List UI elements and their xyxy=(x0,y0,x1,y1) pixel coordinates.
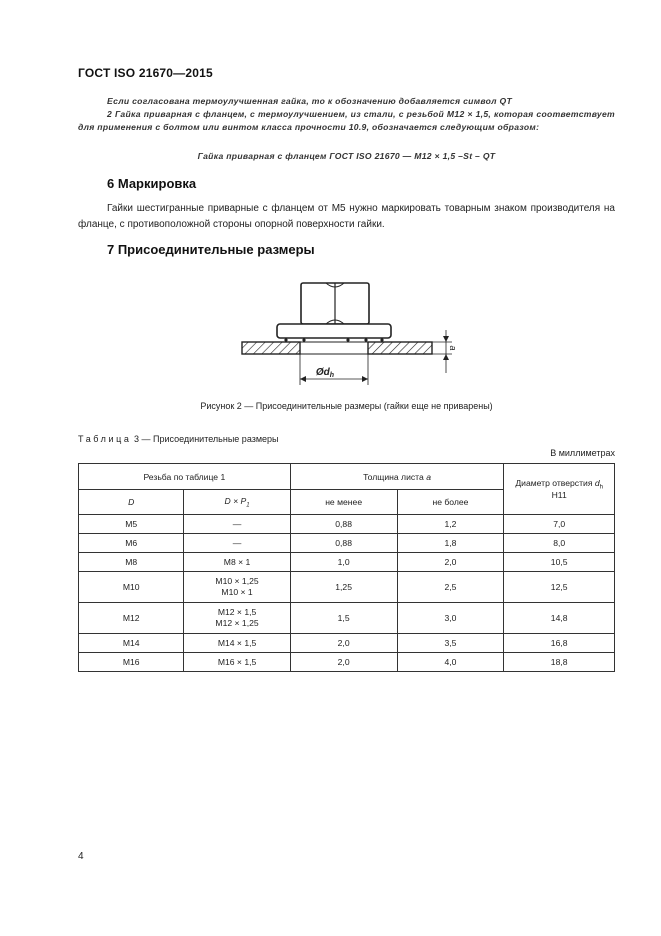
cell-d: M16 xyxy=(79,653,184,672)
cell-max: 3,5 xyxy=(397,634,504,653)
cell-dh: 8,0 xyxy=(504,534,615,553)
header-max: не более xyxy=(397,490,504,515)
cell-dh: 18,8 xyxy=(504,653,615,672)
document-header: ГОСТ ISO 21670—2015 xyxy=(78,66,213,80)
cell-max: 2,5 xyxy=(397,572,504,603)
note-2: 2 Гайка приварная с фланцем, с термоулучшением, из стали, с резьбой M12 × 1,5, которая соответствует для применения с болтом или винтом класса прочности 10.9, обозначается следующим образом: xyxy=(78,109,615,132)
cell-dp: M16 × 1,5 xyxy=(184,653,290,672)
sheet-plate xyxy=(242,342,432,354)
cell-min: 0,88 xyxy=(290,515,397,534)
figure-caption: Рисунок 2 — Присоединительные размеры (гайки еще не приварены) xyxy=(200,401,493,411)
nut-flange xyxy=(277,324,391,342)
cell-max: 1,8 xyxy=(397,534,504,553)
cell-min: 2,0 xyxy=(290,653,397,672)
header-hole-diameter: Диаметр отверстия $d_h$ H11 xyxy=(504,464,615,515)
cell-dh: 10,5 xyxy=(504,553,615,572)
connection-dimensions-figure xyxy=(230,275,460,395)
table-row xyxy=(79,515,615,534)
cell-d: M5 xyxy=(79,515,184,534)
cell-d: M10 xyxy=(79,572,184,603)
note-1: Если согласована термоулучшенная гайка, то к обозначению добавляется символ QT xyxy=(107,96,513,106)
cell-dh: 7,0 xyxy=(504,515,615,534)
table-row xyxy=(79,534,615,553)
cell-dh: 14,8 xyxy=(504,603,615,634)
cell-dh: 12,5 xyxy=(504,572,615,603)
thickness-dimension xyxy=(432,330,458,373)
designation-example: Гайка приварная с фланцем ГОСТ ISO 21670 — M12 × 1,5 –St – QT xyxy=(197,151,496,161)
cell-min: 1,0 xyxy=(290,553,397,572)
connection-dimensions-table xyxy=(78,463,615,672)
page-number: 4 xyxy=(78,851,84,862)
header-d-x-p: $D \times P_1$ xyxy=(184,490,290,515)
header-d: D xyxy=(79,490,184,515)
table-row xyxy=(79,572,615,603)
cell-max: 1,2 xyxy=(397,515,504,534)
cell-d: M12 xyxy=(79,603,184,634)
cell-dp: M14 × 1,5 xyxy=(184,634,290,653)
section-6-heading: 6 Маркировка xyxy=(107,176,197,191)
table-row xyxy=(79,653,615,672)
header-thickness-group: Толщина листа a xyxy=(290,464,504,490)
cell-dp: M8 × 1 xyxy=(184,553,290,572)
cell-min: 1,5 xyxy=(290,603,397,634)
cell-dp: — xyxy=(184,515,290,534)
cell-dp: M10 × 1,25 M10 × 1 xyxy=(184,572,290,603)
cell-max: 4,0 xyxy=(397,653,504,672)
diameter-label: $Ød_h$ xyxy=(315,367,335,379)
header-thread-group: Резьба по таблице 1 xyxy=(79,464,291,490)
cell-dh: 16,8 xyxy=(504,634,615,653)
thickness-label: a xyxy=(448,345,458,351)
table-row xyxy=(79,553,615,572)
cell-max: 3,0 xyxy=(397,603,504,634)
cell-d: M6 xyxy=(79,534,184,553)
cell-dp: M12 × 1,5 M12 × 1,25 xyxy=(184,603,290,634)
cell-dp: — xyxy=(184,534,290,553)
cell-max: 2,0 xyxy=(397,553,504,572)
cell-min: 2,0 xyxy=(290,634,397,653)
cell-min: 0,88 xyxy=(290,534,397,553)
nut-body xyxy=(301,283,369,324)
table-caption: Таблица 3 — Присоединительные размеры xyxy=(78,434,279,444)
header-min: не менее xyxy=(290,490,397,515)
table-units: В миллиметрах xyxy=(550,448,615,458)
section-7-heading: 7 Присоединительные размеры xyxy=(107,242,315,257)
cell-d: M14 xyxy=(79,634,184,653)
cell-d: M8 xyxy=(79,553,184,572)
cell-min: 1,25 xyxy=(290,572,397,603)
table-row xyxy=(79,603,615,634)
table-row xyxy=(79,634,615,653)
diameter-dimension xyxy=(300,354,368,385)
section-6-text: Гайки шестигранные приварные с фланцем от М5 нужно маркировать товарным знаком производителя на фланце, с противоположной стороны опорной поверхности гайки. xyxy=(78,203,615,230)
